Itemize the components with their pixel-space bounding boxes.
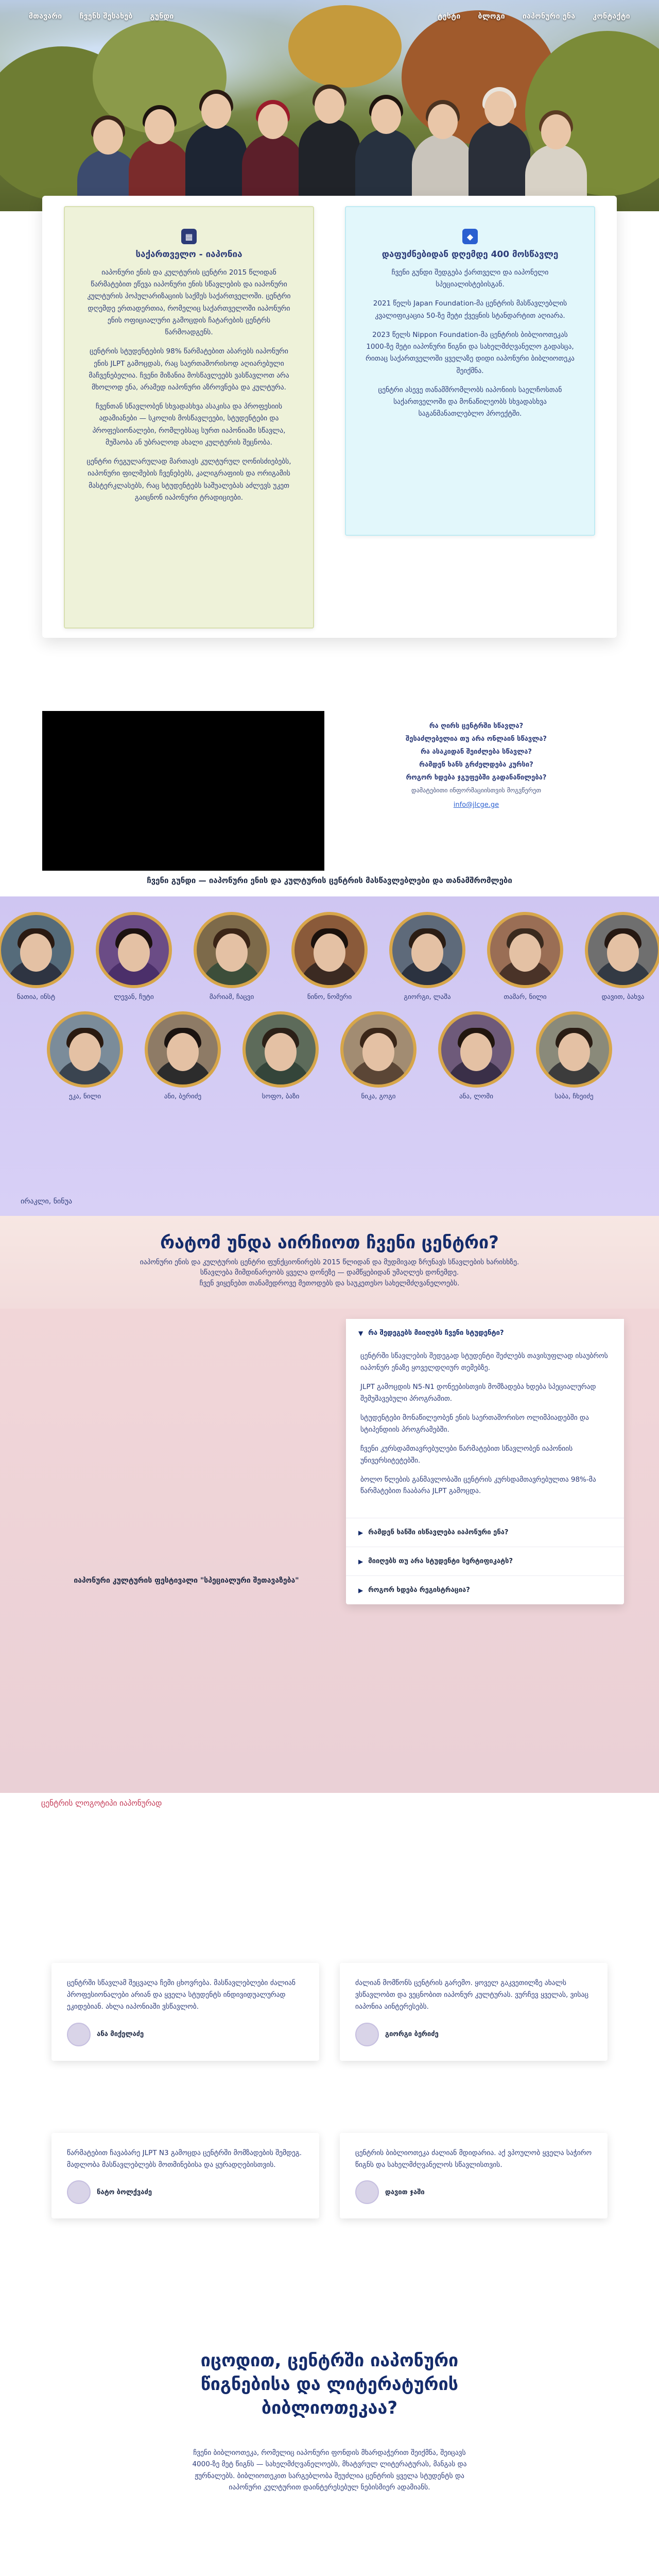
avatar — [438, 1011, 514, 1088]
faq-accordion — [346, 1319, 624, 1604]
member-name: ნიკა, გოგი — [361, 1093, 396, 1100]
avatar — [585, 912, 659, 988]
avatar — [389, 912, 465, 988]
avatar — [536, 1011, 612, 1088]
intro-card-paragraph: ცენტრი რეგულარულად მართავს კულტურულ ღონისძიებებს, იაპონური ფილმების ჩვენებებს, კალიგრაფიის და ორიგამის მასტერკლასებს, რაც სტუდენტებს საშუალებას აძლევს უკეთ გაიცნონ იაპონური ტრადიციები. — [86, 457, 291, 502]
avatar — [242, 1011, 319, 1088]
accordion-answer-paragraph: ჩვენი კურსდამთავრებულები წარმატებით სწავლობენ იაპონიის უნივერსიტეტებში. — [360, 1444, 573, 1465]
intro-card-paragraph: ჩვენთან სწავლობენ სხვადასხვა ასაკისა და პროფესიის ადამიანები — სკოლის მოსწავლეები, სტუდენტები და პროფესიონალები, რომლებსაც სურთ იაპონიაში სწავლა, მუშაობა ან უბრალოდ ახალი კულტურის შეცნობა. — [92, 402, 286, 447]
faq-link[interactable]: რამდენ ხანს გრძელდება კურსი? — [419, 761, 533, 769]
team-member — [145, 1011, 221, 1100]
member-name: ლევან, ჩუტი — [114, 993, 154, 1001]
chevron-right-icon: ▶ — [358, 1586, 363, 1594]
team-member — [194, 912, 270, 1001]
faq-links — [355, 722, 597, 809]
intro-card-paragraph: ცენტრის სტუდენტების 98% წარმატებით აბარებს იაპონური ენის JLPT გამოცდას, რაც საერთაშორისოდ აღიარებული მაჩვენებელია. ჩვენი მიზანია მოსწავლეებს ვასწავლოთ არა მხოლოდ ენა, არამედ იაპონური აზროვნება და კულტურა. — [89, 347, 289, 392]
avatar — [291, 912, 368, 988]
team-member — [487, 912, 563, 1001]
team-caption: ჩვენი გუნდი — იაპონური ენის და კულტურის ცენტრის მასწავლებლები და თანამშრომლები — [147, 876, 512, 885]
avatar — [0, 912, 74, 988]
intro-section — [0, 211, 659, 711]
chevron-right-icon: ▶ — [358, 1557, 363, 1565]
team-member — [438, 1011, 514, 1100]
author-name: ნატო ბოლქვაძე — [97, 2188, 152, 2196]
avatar — [194, 912, 270, 988]
testimonial-card — [340, 2133, 608, 2218]
team-member — [585, 912, 659, 1001]
testimonial-text: ცენტრის ბიბლიოთეკა ძალიან მდიდარია. აქ ვპოულობ ყველა საჭირო წიგნს და სახელმძღვანელოს სწავლისთვის. — [355, 2149, 592, 2170]
why-title: რატომ უნდა აირჩიოთ ჩვენი ცენტრი? — [160, 1232, 499, 1253]
why-intro-line: სწავლება მიმდინარეობს ყველა დონეზე — დამწყებიდან უმაღლეს დონემდე. — [200, 1268, 459, 1277]
accordion-item[interactable] — [346, 1518, 624, 1547]
member-name: ეკა, ნილი — [68, 1093, 101, 1100]
testimonial-card — [51, 1963, 319, 2061]
testimonial-card — [340, 1963, 608, 2061]
member-name: მარიამ, ჩაცვი — [209, 993, 254, 1001]
testimonials-section — [0, 1942, 659, 2334]
team-row — [0, 912, 659, 1001]
accordion-item[interactable] — [346, 1547, 624, 1575]
avatar — [487, 912, 563, 988]
intro-card-paragraph: 2021 წელს Japan Foundation-მა ცენტრის მასწავლებლის კვალიფიკაცია 50-ზე მეტი ქვეყნის სტანდარტით აღიარა. — [373, 299, 567, 320]
team-member — [340, 1011, 417, 1100]
accordion-answer — [346, 1347, 624, 1518]
member-name: დავით, ბახვა — [601, 993, 645, 1001]
video-section — [0, 711, 659, 896]
accordion-answer-paragraph: ცენტრში სწავლების შედეგად სტუდენტი შეძლებს თავისუფლად ისაუბროს იაპონურ ენაზე ყოველდღიურ თემებზე. — [360, 1352, 608, 1372]
contact-label: დამატებითი ინფორმაციისთვის მოგვწერეთ — [411, 787, 541, 794]
accordion-question: რა შედეგებს მიიღებს ჩვენი სტუდენტი? — [368, 1329, 504, 1337]
why-section — [0, 1216, 659, 1942]
intro-card-title: საქართველო - იაპონია — [135, 249, 242, 260]
member-name: სოფო, ბაზი — [262, 1093, 300, 1100]
member-name: ირაკლი, ნინუა — [21, 1197, 72, 1206]
intro-card-paragraph: 2023 წელს Nippon Foundation-მა ცენტრის ბიბლიოთეკას 1000-ზე მეტი იაპონური წიგნი და სახელმძღვანელო გადასცა, რითაც საქართველოში ყველაზე დიდი იაპონური ბიბლიოთეკა შეიქმნა. — [366, 330, 575, 375]
avatar — [355, 2180, 379, 2204]
chevron-down-icon: ▼ — [358, 1329, 363, 1337]
nav-link-test[interactable]: ტესტი — [437, 12, 461, 21]
logo-label: ცენტრის ლოგოტიპი იაპონურად — [41, 1799, 162, 1808]
intro-card-history — [64, 206, 314, 629]
accordion-answer-paragraph: JLPT გამოცდის N5-N1 დონეებისთვის მომზადება ხდება სპეციალურად შემუშავებული პროგრამით. — [360, 1382, 596, 1403]
member-name: თამარ, ნილი — [504, 993, 547, 1001]
intro-card-title: დაფუძნებიდან დღემდე 400 მოსწავლე — [381, 249, 559, 260]
testimonial-author — [355, 2180, 592, 2204]
author-name: დავით ჯაში — [385, 2188, 425, 2196]
team-member — [47, 1011, 123, 1100]
library-section — [0, 2334, 659, 2576]
member-name: ნათია, ინსტ — [16, 993, 56, 1001]
avatar — [67, 2180, 91, 2204]
accordion-question: მიიღებს თუ არა სტუდენტი სერტიფიკატს? — [368, 1557, 513, 1566]
video-player[interactable] — [42, 711, 324, 871]
why-intro-line: ჩვენ ვიყენებთ თანამედროვე მეთოდებს და საუკეთესო სახელმძღვანელოებს. — [199, 1279, 460, 1287]
intro-card-paragraph: ცენტრი ასევე თანამშრომლობს იაპონიის საელჩოსთან საქართველოში და მონაწილეობს სხვადასხვა საგანმანათლებლო პროექტში. — [378, 385, 562, 418]
member-name: ანი, ბერიძე — [164, 1093, 202, 1100]
nav-link-blog[interactable]: ბლოგი — [478, 12, 505, 21]
accordion-answer-paragraph: სტუდენტები მონაწილეობენ ენის საერთაშორისო ოლიმპიადებში და სტიპენდიის პროგრამებში. — [360, 1413, 589, 1434]
team-member — [242, 1011, 319, 1100]
nav-link-japanese[interactable]: იაპონური ენა — [522, 12, 576, 21]
nav-left-group — [29, 12, 174, 21]
festival-label: იაპონური კულტურის ფესტივალი "სპეციალური შეთავაზება" — [74, 1577, 299, 1585]
team-member — [291, 912, 368, 1001]
email-link[interactable]: info@jlcge.ge — [453, 801, 499, 809]
library-text: ჩვენი ბიბლიოთეკა, რომელიც იაპონური ფონდის მხარდაჭერით შეიქმნა, შეიცავს 4000-ზე მეტ წიგნს — სახელმძღვანელოებს, მხატვრულ ლიტერატურას, მანგას და ჟურნალებს. ბიბლიოთეკით სარგებლობა შეუძლია ცენტრის ყველა სტუდენტს და იაპონური კულტურით დაინტერესებულ ნებისმიერ ადამიანს. — [192, 2449, 467, 2492]
team-section — [0, 896, 659, 1216]
author-name: ანა მიქელაძე — [97, 2030, 144, 2039]
chevron-right-icon: ▶ — [358, 1529, 363, 1536]
why-header — [0, 1216, 659, 1309]
avatar — [47, 1011, 123, 1088]
accordion-question: როგორ ხდება რეგისტრაცია? — [368, 1586, 470, 1595]
testimonial-text: ძალიან მომწონს ცენტრის გარემო. ყოველ გაკვეთილზე ახალს ვსწავლობთ და ვეცნობით იაპონურ კულტურას. ვურჩევ ყველას, ვისაც იაპონია აინტერესებს. — [355, 1979, 589, 2011]
nav-link-team[interactable]: გუნდი — [150, 12, 174, 21]
why-intro-line: იაპონური ენის და კულტურის ცენტრი ფუნქციონირებს 2015 წლიდან და მუდმივად ზრუნავს სწავლების ხარისხზე. — [140, 1258, 519, 1266]
author-name: გიორგი ბერიძე — [385, 2030, 439, 2039]
team-member — [536, 1011, 612, 1100]
accordion-question: რამდენ ხანში ისწავლება იაპონური ენა? — [368, 1529, 509, 1537]
avatar — [340, 1011, 417, 1088]
team-row — [0, 1011, 659, 1100]
intro-card-paragraph: იაპონური ენის და კულტურის ცენტრი 2015 წლიდან წარმატებით ეწევა იაპონური ენის სწავლების და იაპონური კულტურის პოპულარიზაციის საქმეს საქართველოში. ცენტრი დღემდე ერთადერთია, რომელიც საქართველოში იაპონური ენის ოფიციალური გამოცდის ჩატარების ცენტრს წარმოადგენს. — [87, 268, 291, 337]
faq-link[interactable]: რა ასაკიდან შეიძლება სწავლა? — [421, 748, 532, 756]
testimonial-text: წარმატებით ჩავაბარე JLPT N3 გამოცდა ცენტრში მომზადების შემდეგ. მადლობა მასწავლებლებს მოთმინებისა და ყურადღებისთვის. — [67, 2149, 302, 2170]
nav-right-group — [438, 12, 630, 21]
hero-banner — [0, 0, 659, 211]
faq-link[interactable]: შესაძლებელია თუ არა ონლაინ სწავლა? — [406, 735, 547, 743]
avatar — [96, 912, 172, 988]
nav-link-home[interactable]: მთავარი — [29, 12, 62, 21]
nav-link-contact[interactable]: კონტაქტი — [593, 12, 630, 21]
faq-link[interactable]: რა ღირს ცენტრში სწავლა? — [429, 722, 524, 730]
member-name: გიორგი, ლაშა — [404, 993, 451, 1001]
avatar — [355, 2023, 379, 2046]
top-navigation — [0, 0, 659, 33]
avatar — [67, 2023, 91, 2046]
building-icon: ▦ — [181, 229, 197, 244]
team-member — [389, 912, 465, 1001]
library-title: იცოდით, ცენტრში იაპონური წიგნებისა და ლიტერატურის ბიბლიოთეკაა? — [200, 2350, 459, 2418]
accordion-item-open[interactable] — [346, 1319, 624, 1347]
member-name: ანა, ლომი — [459, 1093, 493, 1100]
accordion-answer-paragraph: ბოლო წლების განმავლობაში ცენტრის კურსდამთავრებულთა 98%-მა წარმატებით ჩააბარა JLPT გამოცდა. — [360, 1475, 596, 1496]
member-name: საბა, ჩხეიძე — [554, 1093, 594, 1100]
intro-card-paragraph: ჩვენი გუნდი შედგება ქართველი და იაპონელი სპეციალისტებისგან. — [391, 268, 549, 289]
member-name: ნინო, ნომერი — [307, 993, 352, 1001]
accordion-item[interactable] — [346, 1575, 624, 1604]
team-member — [0, 912, 74, 1001]
cube-icon: ◆ — [462, 229, 478, 244]
avatar — [145, 1011, 221, 1088]
intro-panel — [42, 196, 617, 638]
nav-link-about[interactable]: ჩვენს შესახებ — [79, 12, 133, 21]
team-member — [96, 912, 172, 1001]
testimonial-text: ცენტრში სწავლამ შეცვალა ჩემი ცხოვრება. მასწავლებლები ძალიან პროფესიონალები არიან და ყველა სტუდენტს ინდივიდუალურად ეკიდებიან. ახლა იაპონიაში ვსწავლობ. — [67, 1979, 296, 2011]
testimonial-author — [67, 2023, 304, 2046]
faq-link[interactable]: როგორ ხდება ჯგუფებში გადანაწილება? — [406, 774, 547, 782]
testimonial-author — [67, 2180, 304, 2204]
testimonial-author — [355, 2023, 592, 2046]
intro-card-stats — [345, 206, 595, 536]
testimonial-card — [51, 2133, 319, 2218]
